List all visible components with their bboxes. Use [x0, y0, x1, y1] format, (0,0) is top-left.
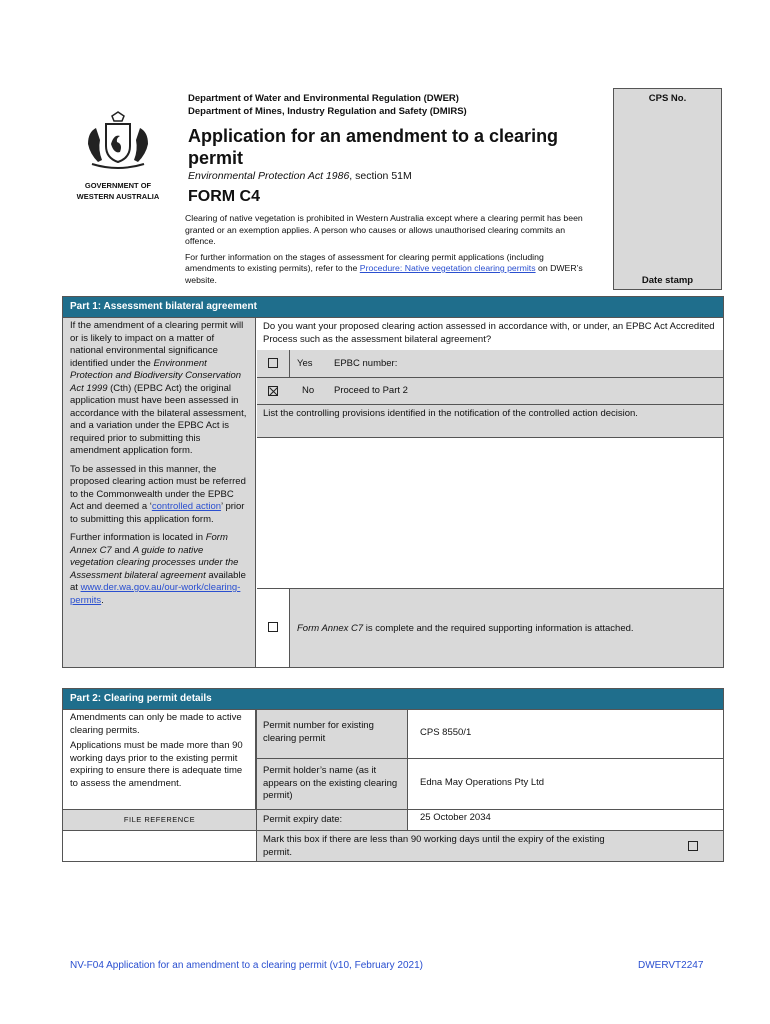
- annex-statement: [297, 623, 717, 636]
- controlling-provisions-input[interactable]: [257, 438, 723, 588]
- department-names: [188, 92, 467, 118]
- guidance-text: (Cth) (EPBC Act) the original application must have been assessed in accordance with the bilateral assessment, and a variation under the EPBC Act is required prior to submitting this amendment application form.: [70, 382, 247, 456]
- annex-c7-name: Form Annex C7: [297, 623, 364, 634]
- permit-number-value[interactable]: CPS 8550/1: [420, 727, 472, 738]
- no-row: [257, 378, 723, 404]
- date-stamp-label: Date stamp: [641, 275, 694, 286]
- no-checkbox-cell[interactable]: [257, 378, 289, 404]
- intro-p2-end: on DWER’s website.: [185, 263, 583, 285]
- no-label: No: [302, 385, 315, 396]
- epbc-question: Do you want your proposed clearing action assessed in accordance with, or under, an EPBC Act Accredited Process such as the assessment bilateral agreement?: [263, 321, 715, 345]
- mark-box-checkbox-cell[interactable]: [673, 831, 713, 861]
- guidance-text: To be assessed in this manner, the proposed clearing action must be referred to the Commonwealth under the EPBC Act and deemed a ‘: [70, 463, 246, 512]
- part1-heading: Part 1: Assessment bilateral agreement: [63, 297, 723, 318]
- guidance-text: and: [111, 544, 133, 556]
- act-section: , section 51M: [349, 170, 412, 182]
- intro-paragraph-2: [185, 252, 595, 287]
- subtitle: [188, 170, 412, 182]
- yes-row: [257, 350, 723, 377]
- dept-line-2: Department of Mines, Industry Regulation and Safety (DMIRS): [188, 106, 467, 117]
- part2-heading: Part 2: Clearing permit details: [63, 689, 723, 710]
- logo-caption-2: WESTERN AUSTRALIA: [76, 192, 160, 201]
- guidance-text: Further information is located in: [70, 532, 206, 543]
- permit-number-label: Permit number for existing clearing permit: [257, 710, 407, 758]
- part1-section: [62, 296, 724, 668]
- act-name: Environmental Protection Act 1986: [188, 170, 350, 182]
- government-logo: [68, 108, 168, 201]
- annex-name: Form Annex C7: [70, 532, 228, 556]
- annex-checkbox-cell[interactable]: [257, 589, 289, 667]
- permit-holder-label: Permit holder’s name (as it appears on the existing clearing permit): [257, 759, 407, 809]
- mark-box-label: Mark this box if there are less than 90 working days until the expiry of the existing permit.: [263, 834, 605, 858]
- yes-label: Yes: [297, 358, 313, 369]
- yes-checkbox[interactable]: [268, 358, 278, 368]
- epbc-number-label: EPBC number:: [334, 358, 398, 369]
- part2-section: [62, 688, 724, 862]
- intro-text: [185, 213, 595, 290]
- form-number: FORM C4: [188, 188, 260, 205]
- part1-guidance-p1: [70, 320, 248, 458]
- no-checkbox[interactable]: [268, 386, 278, 396]
- mark-box-checkbox[interactable]: [688, 841, 698, 851]
- part1-guidance-p2: [70, 464, 248, 527]
- footer-code: DWERVT2247: [638, 960, 704, 971]
- intro-paragraph-1: Clearing of native vegetation is prohibited in Western Australia except where a clearing permit has been granted or an exemption applies. A person who causes or allows unauthorised clearing commits an offence.: [185, 213, 583, 246]
- part2-guidance-p2: Applications must be made more than 90 working days prior to the existing permit expiring to ensure there is adequate time to assess the amendment.: [70, 740, 243, 789]
- cps-number-label: CPS No.: [648, 93, 687, 104]
- footer-form-title: NV-F04 Application for an amendment to a clearing permit (v10, February 2021): [70, 960, 423, 971]
- no-action-label: Proceed to Part 2: [334, 385, 408, 396]
- part1-guidance-p3: [70, 532, 248, 607]
- guidance-text: ’ prior to submitting this application form.: [70, 501, 245, 525]
- controlling-provisions-label: List the controlling provisions identified in the notification of the controlled action decision.: [257, 405, 723, 437]
- controlled-action-link[interactable]: controlled action: [151, 501, 222, 512]
- dept-line-1: Department of Water and Environmental Regulation (DWER): [188, 93, 459, 104]
- cps-stamp-box[interactable]: [613, 88, 722, 290]
- part2-guidance: [63, 710, 256, 809]
- guidance-text: available at: [70, 569, 246, 593]
- file-reference-label: FILE REFERENCE: [63, 810, 256, 830]
- clearing-permits-link[interactable]: www.der.wa.gov.au/our-work/clearing-permits: [70, 582, 241, 606]
- permit-holder-value[interactable]: Edna May Operations Pty Ltd: [420, 777, 545, 788]
- intro-p2-start: For further information on the stages of assessment for clearing permit applications (including amendments to existing permits), refer to the: [185, 251, 544, 273]
- wa-coat-of-arms-icon: [78, 108, 158, 174]
- annex-statement-rest: is complete and the required supporting information is attached.: [363, 623, 634, 634]
- file-reference-input[interactable]: [63, 831, 256, 861]
- logo-caption-1: GOVERNMENT OF: [84, 181, 152, 190]
- annex-checkbox[interactable]: [268, 622, 278, 632]
- expiry-date-label: Permit expiry date:: [257, 810, 407, 830]
- procedure-link[interactable]: Procedure: Native vegetation clearing permits: [359, 263, 536, 273]
- page-title: Application for an amendment to a clearing permit: [188, 126, 559, 168]
- yes-checkbox-cell[interactable]: [257, 350, 289, 377]
- guidance-text: .: [101, 594, 104, 606]
- expiry-date-value[interactable]: 25 October 2034: [420, 812, 491, 823]
- guide-name: A guide to native vegetation clearing processes under the Assessment bilateral agreement: [70, 544, 239, 581]
- guidance-text: If the amendment of a clearing permit will or is likely to impact on a matter of national environmental significance identified under the: [70, 320, 244, 369]
- epbc-act-name: Environment Protection and Biodiversity Conservation Act 1999: [70, 357, 242, 394]
- part1-guidance: [63, 318, 256, 667]
- part2-guidance-p1: Amendments can only be made to active clearing permits.: [70, 712, 242, 736]
